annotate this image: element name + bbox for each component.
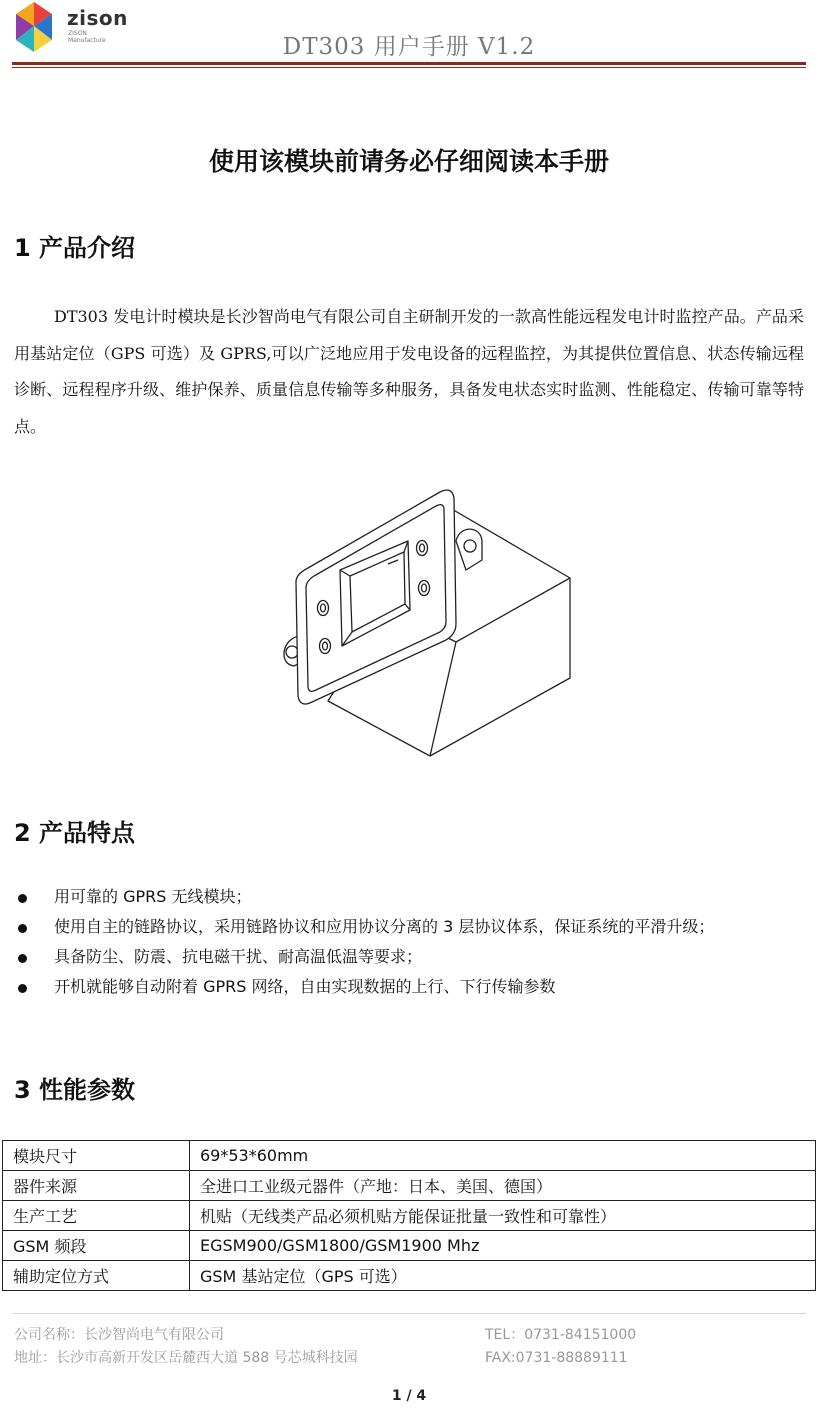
footer-fax: FAX:0731-88889111 <box>485 1350 628 1366</box>
section-heading-features: 2 产品特点 <box>14 819 136 847</box>
page-title: 使用该模块前请务必仔细阅读本手册 <box>208 147 609 176</box>
page-number: 1 / 4 <box>391 1388 427 1404</box>
table-row <box>3 1261 816 1291</box>
table-row <box>3 1171 816 1201</box>
table-row <box>3 1231 816 1261</box>
spec-value: 机贴（无线类产品必须机贴方能保证批量一致性和可靠性） <box>190 1201 816 1231</box>
footer-address: 地址：长沙市高新开发区岳麓西大道 588 号芯城科技园 <box>14 1350 358 1366</box>
device-illustration <box>270 486 575 764</box>
footer-divider <box>12 1313 806 1314</box>
features-list <box>14 882 804 1002</box>
list-item: 使用自主的链路协议，采用链路协议和应用协议分离的 3 层协议体系，保证系统的平滑升级； <box>14 912 804 942</box>
spec-value: 全进口工业级元器件（产地：日本、美国、德国） <box>190 1171 816 1201</box>
footer-contact-info <box>485 1324 636 1370</box>
spec-value: GSM 基站定位（GPS 可选） <box>190 1261 816 1291</box>
intro-text: DT303 发电计时模块是长沙智尚电气有限公司自主研制开发的一款高性能远程发电计时监控产品。产品采用基站定位（GPS 可选）及 GPRS,可以广泛地应用于发电设备的远程监控，为其提供位置信息、状态传输远程诊断、远程程序升级、维护保养、质量信息传输等多种服务，具备发电状态实时监测、性能稳定、传输可靠等特点。 <box>14 307 804 436</box>
section-heading-specs: 3 性能参数 <box>14 1076 136 1104</box>
list-item: 具备防尘、防震、抗电磁干扰、耐高温低温等要求； <box>14 942 804 972</box>
footer-company-info <box>14 1324 358 1370</box>
table-row <box>3 1141 816 1171</box>
logo-wordmark: zison <box>67 6 128 30</box>
spec-label: 辅助定位方式 <box>3 1261 190 1291</box>
spec-label: 生产工艺 <box>3 1201 190 1231</box>
spec-table <box>2 1140 816 1291</box>
spec-label: 器件来源 <box>3 1171 190 1201</box>
spec-value: EGSM900/GSM1800/GSM1900 Mhz <box>190 1231 816 1261</box>
table-row <box>3 1201 816 1231</box>
logo-tagline: ZISON Manufacture <box>68 30 106 44</box>
spec-label: 模块尺寸 <box>3 1141 190 1171</box>
spec-label: GSM 频段 <box>3 1231 190 1261</box>
footer-tel: TEL：0731-84151000 <box>485 1327 637 1343</box>
section-heading-intro: 1 产品介绍 <box>14 234 136 262</box>
spec-value: 69*53*60mm <box>190 1141 816 1171</box>
document-header-title: DT303 用户手册 V1.2 <box>282 34 536 60</box>
header-rule <box>12 62 806 65</box>
footer-company-name: 公司名称：长沙智尚电气有限公司 <box>14 1327 224 1343</box>
list-item: 用可靠的 GPRS 无线模块； <box>14 882 804 912</box>
list-item: 开机就能够自动附着 GPRS 网络，自由实现数据的上行、下行传输参数 <box>14 972 804 1002</box>
intro-paragraph <box>14 299 804 445</box>
header-rule-thin <box>12 67 806 68</box>
